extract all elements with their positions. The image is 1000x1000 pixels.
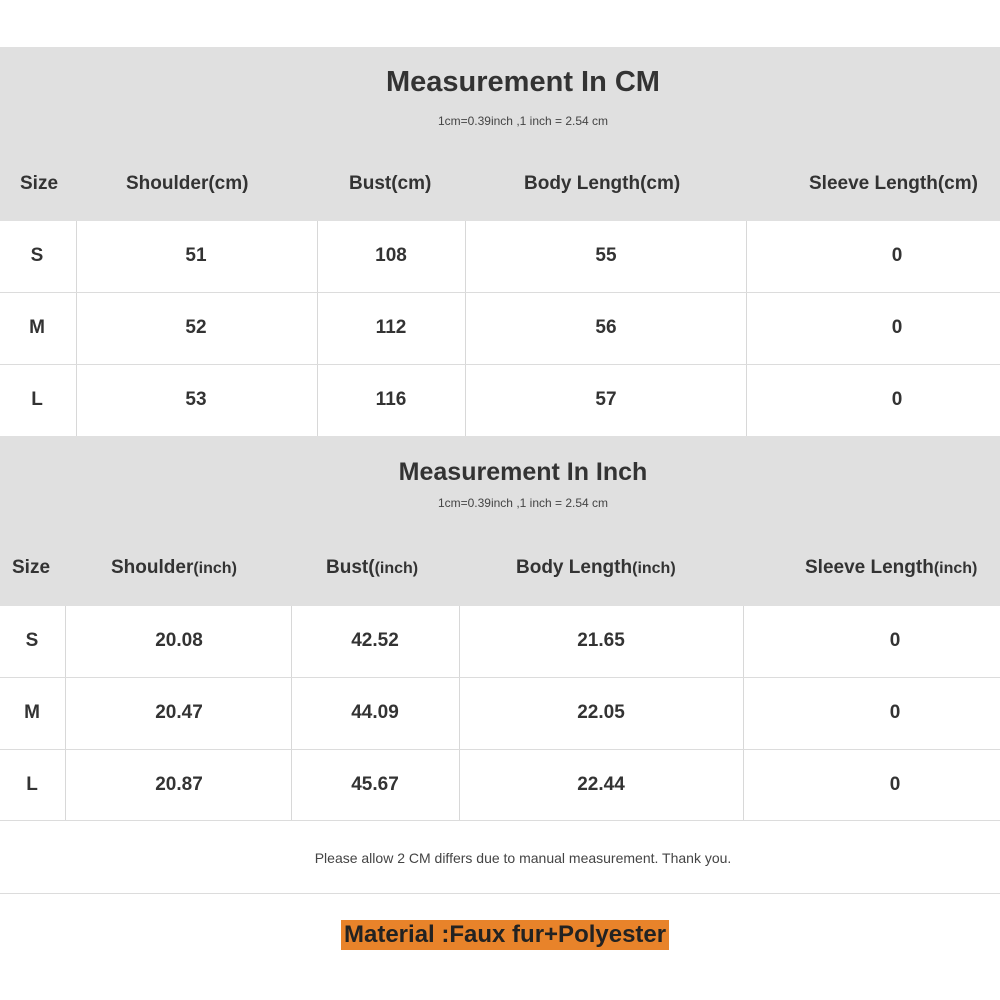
- cm-column-divider: [76, 221, 77, 436]
- table-cell: M: [29, 317, 45, 338]
- table-cell: 55: [595, 245, 617, 266]
- inch-header-sleeve-length: Sleeve Length(inch): [805, 557, 978, 578]
- table-cell: 20.47: [155, 702, 203, 723]
- cm-header-sleeve-length: Sleeve Length(cm): [809, 173, 978, 194]
- table-cell: 51: [185, 245, 207, 266]
- cm-column-divider: [317, 221, 318, 436]
- cm-header-bust: Bust(cm): [349, 173, 432, 194]
- inch-table-subtitle: 1cm=0.39inch ,1 inch = 2.54 cm: [437, 496, 609, 510]
- table-cell: 45.67: [351, 774, 399, 795]
- table-cell: 0: [889, 774, 901, 795]
- table-cell: 0: [891, 317, 903, 338]
- table-cell: 0: [891, 245, 903, 266]
- table-cell: 108: [375, 245, 407, 266]
- inch-row-divider: [0, 677, 1000, 678]
- cm-column-divider: [465, 221, 466, 436]
- cm-header-size: Size: [20, 173, 59, 194]
- inch-header-size: Size: [12, 557, 51, 578]
- table-cell: 44.09: [351, 702, 399, 723]
- inch-row-divider: [0, 749, 1000, 750]
- table-cell: 112: [375, 317, 407, 338]
- table-cell: 20.08: [155, 630, 203, 651]
- table-cell: 20.87: [155, 774, 203, 795]
- table-cell: 116: [375, 389, 407, 410]
- table-cell: 56: [595, 317, 617, 338]
- inch-header-bust: Bust((inch): [326, 557, 419, 578]
- inch-column-divider: [743, 606, 744, 820]
- cm-row-divider: [0, 364, 1000, 365]
- table-cell: 57: [595, 389, 617, 410]
- cm-table-subtitle: 1cm=0.39inch ,1 inch = 2.54 cm: [437, 114, 609, 128]
- inch-row-divider: [0, 820, 1000, 821]
- cm-table-title: Measurement In CM: [386, 66, 660, 98]
- table-cell: 53: [185, 389, 207, 410]
- cm-row-divider: [0, 292, 1000, 293]
- table-cell: S: [25, 630, 39, 651]
- table-cell: 0: [889, 630, 901, 651]
- inch-column-divider: [291, 606, 292, 820]
- material-label: Material :Faux fur+Polyester: [341, 920, 669, 950]
- cm-column-divider: [746, 221, 747, 436]
- inch-header-body-length: Body Length(inch): [516, 557, 676, 578]
- inch-header-shoulder: Shoulder(inch): [111, 557, 237, 578]
- cm-header-shoulder: Shoulder(cm): [126, 173, 249, 194]
- table-cell: L: [26, 774, 38, 795]
- cm-header-body-length: Body Length(cm): [524, 173, 681, 194]
- table-cell: S: [30, 245, 44, 266]
- table-cell: 52: [185, 317, 207, 338]
- table-cell: 0: [891, 389, 903, 410]
- inch-table-title: Measurement In Inch: [398, 458, 648, 486]
- table-cell: 42.52: [351, 630, 399, 651]
- inch-column-divider: [459, 606, 460, 820]
- table-cell: 0: [889, 702, 901, 723]
- table-cell: 21.65: [577, 630, 625, 651]
- measurement-note: Please allow 2 CM differs due to manual measurement. Thank you.: [314, 850, 732, 866]
- inch-column-divider: [65, 606, 66, 820]
- footer-divider: [0, 893, 1000, 894]
- table-cell: 22.44: [577, 774, 625, 795]
- table-cell: M: [24, 702, 40, 723]
- table-cell: 22.05: [577, 702, 625, 723]
- table-cell: L: [31, 389, 43, 410]
